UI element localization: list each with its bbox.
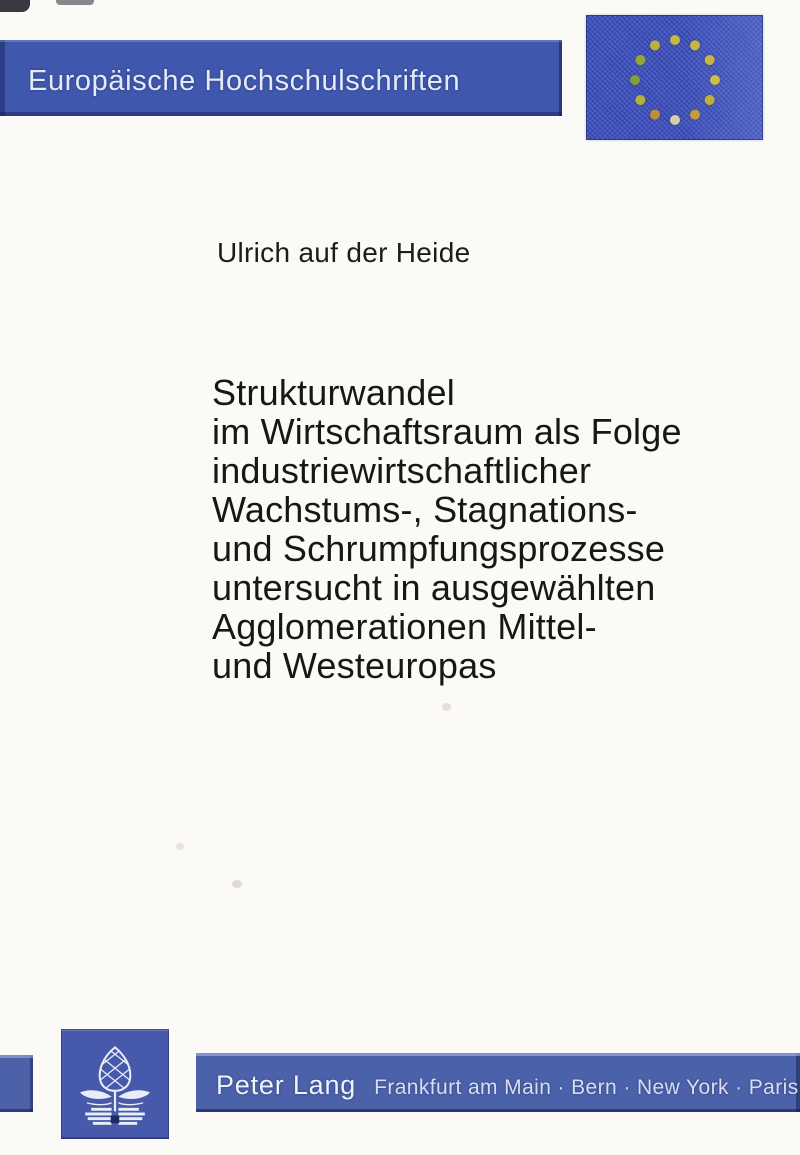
eu-star-icon — [703, 93, 717, 107]
scan-speck — [232, 880, 242, 888]
eu-flag-icon — [586, 15, 763, 140]
author-name: Ulrich auf der Heide — [217, 237, 471, 268]
eu-star-icon — [648, 108, 662, 122]
title-line: untersucht in ausgewählten — [212, 567, 656, 608]
series-banner — [0, 40, 562, 116]
title-line: Wachstums-, Stagnations- — [212, 489, 638, 530]
title-line: und Schrumpfungsprozesse — [212, 528, 666, 569]
eu-star-icon — [630, 75, 640, 85]
title-line: Strukturwandel — [212, 372, 455, 413]
eu-star-icon — [670, 115, 680, 125]
title-line: Agglomerationen Mittel- — [212, 606, 597, 647]
eu-star-icon — [703, 53, 717, 67]
scan-corner-mark — [0, 0, 30, 12]
eu-star-icon — [634, 93, 648, 107]
publisher-name: Peter Lang — [216, 1070, 357, 1100]
eu-star-icon — [688, 39, 702, 53]
title-line: und Westeuropas — [212, 645, 497, 686]
eu-star-icon — [710, 75, 720, 85]
publisher-logo — [61, 1029, 169, 1139]
book-title — [212, 373, 682, 685]
title-line: im Wirtschaftsraum als Folge — [212, 411, 682, 452]
eu-star-icon — [670, 35, 680, 45]
eu-star-icon — [648, 39, 662, 53]
publisher-banner — [196, 1053, 800, 1112]
eu-star-icon — [688, 108, 702, 122]
left-edge-banner-tab — [0, 1055, 33, 1112]
scan-speck — [442, 703, 451, 711]
peter-lang-cone-book-icon — [69, 1036, 161, 1132]
eu-star-icon — [634, 53, 648, 67]
scan-corner-mark — [56, 0, 94, 5]
title-line: industriewirtschaftlicher — [212, 450, 592, 491]
publisher-banner-text — [216, 1070, 799, 1101]
scan-speck — [176, 843, 184, 850]
series-title: Europäische Hochschulschriften — [28, 65, 461, 97]
publisher-cities: Frankfurt am Main · Bern · New York · Paris — [374, 1076, 799, 1099]
